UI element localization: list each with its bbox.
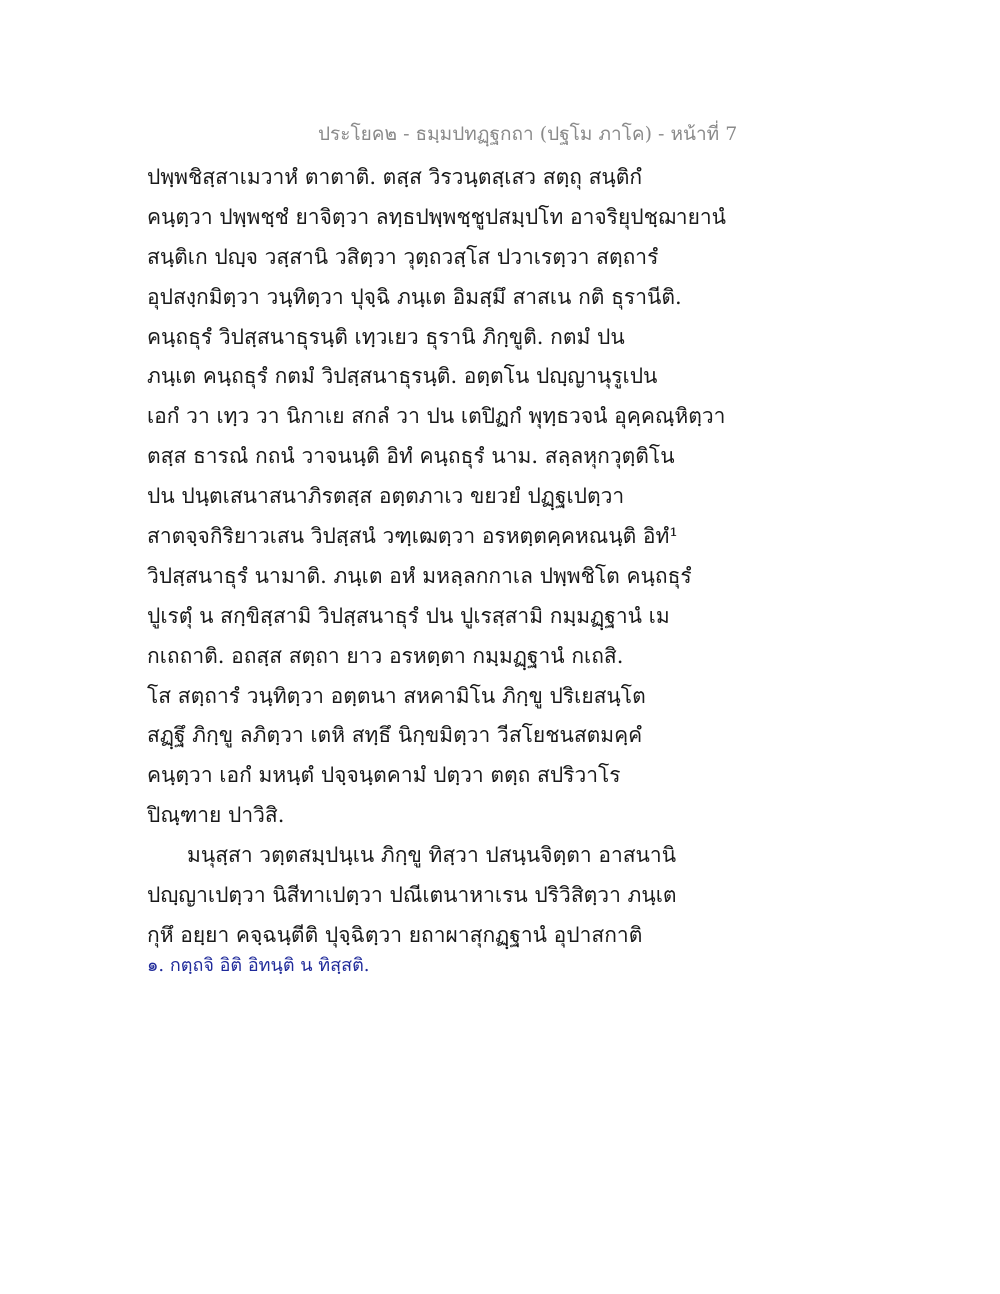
running-header: ประโยค๒ - ธมฺมปทฏฺฐกถา (ปฐโม ภาโค) - หน้าที่ 7 — [318, 123, 738, 145]
text-line: วิปสฺสนาธุรํ นามาติ. ภนฺเต อหํ มหลฺลกกาเล ปพฺพชิโต คนฺถธุรํ — [147, 563, 692, 588]
text-line: ปพฺพชิสฺสาเมวาหํ ตาตาติ. ตสฺส วิรวนฺตสฺเสว สตฺถุ สนฺติกํ — [147, 165, 643, 189]
text-line: ตสฺส ธารณํ กถนํ วาจนนฺติ อิทํ คนฺถธุรํ นาม. สลฺลหุกวุตฺติโน — [147, 444, 675, 469]
text-line: โส สตฺถารํ วนฺทิตฺวา อตฺตนา สหคามิโน ภิกฺขู ปริเยสนฺโต — [147, 683, 646, 708]
text-line: คนฺถธุรํ วิปสฺสนาธุรนฺติ เทฺวเยว ธุรานิ ภิกฺขูติ. กตมํ ปน — [147, 324, 625, 349]
text-line: ปิณฺฑาย ปาวิสิ. — [147, 803, 285, 828]
footnote: ๑. กตฺถจิ อิติ อิทนฺติ น ทิสฺสติ. — [147, 955, 370, 976]
text-line: ปน ปนฺตเสนาสนาภิรตสฺส อตฺตภาเว ขยวยํ ปฏฺฐเปตฺวา — [147, 484, 625, 509]
text-line: คนฺตฺวา ปพฺพชฺชํ ยาจิตฺวา ลทฺธปพฺพชฺชูปสมฺปโท อาจริยุปชฺฌายานํ — [147, 204, 727, 229]
text-line: กเถถาติ. อถสฺส สตฺถา ยาว อรหตฺตา กมฺมฏฺฐานํ กเถสิ. — [147, 643, 624, 668]
text-line: สฏฺฐึ ภิกฺขู ลภิตฺวา เตหิ สทฺธึ นิกฺขมิตฺวา วีสโยชนสตมคฺคํ — [147, 723, 643, 748]
text-line: อุปสงฺกมิตฺวา วนฺทิตฺวา ปุจฺฉิ ภนฺเต อิมสฺมึ สาสเน กติ ธุรานีติ. — [147, 284, 682, 309]
text-line: คนฺตฺวา เอกํ มหนฺตํ ปจฺจนฺตคามํ ปตฺวา ตตฺถ สปริวาโร — [147, 763, 621, 788]
text-line: สาตจฺจกิริยาวเสน วิปสฺสนํ วฑฺเฒตฺวา อรหตฺตคฺคหณนฺติ อิทํ¹ — [147, 524, 678, 549]
text-line: สนฺติเก ปญฺจ วสฺสานิ วสิตฺวา วุตฺถวสฺโส ปวาเรตฺวา สตฺถารํ — [147, 244, 659, 269]
text-line: กุหึ อยฺยา คจฺฉนฺตีติ ปุจฺฉิตฺวา ยถาผาสุกฏฺฐานํ อุปาสกาติ — [147, 922, 643, 947]
text-line: เอกํ วา เทฺว วา นิกาเย สกลํ วา ปน เตปิฏกํ พุทฺธวจนํ อุคฺคณฺหิตฺวา — [147, 404, 726, 429]
text-line: ปูเรตุํ น สกฺขิสฺสามิ วิปสฺสนาธุรํ ปน ปูเรสฺสามิ กมฺมฏฺฐานํ เม — [147, 603, 670, 628]
body-text — [147, 158, 867, 956]
text-line: ปญฺญาเปตฺวา นิสีทาเปตฺวา ปณีเตนาหาเรน ปริวิสิตฺวา ภนฺเต — [147, 883, 677, 908]
text-line: ภนฺเต คนฺถธุรํ กตมํ วิปสฺสนาธุรนฺติ. อตฺตโน ปญฺญานุรูเปน — [147, 364, 658, 389]
paragraph-start-line: มนุสฺสา วตฺตสมฺปนฺเน ภิกฺขู ทิสฺวา ปสนฺนจิตฺตา อาสนานิ — [187, 843, 677, 868]
